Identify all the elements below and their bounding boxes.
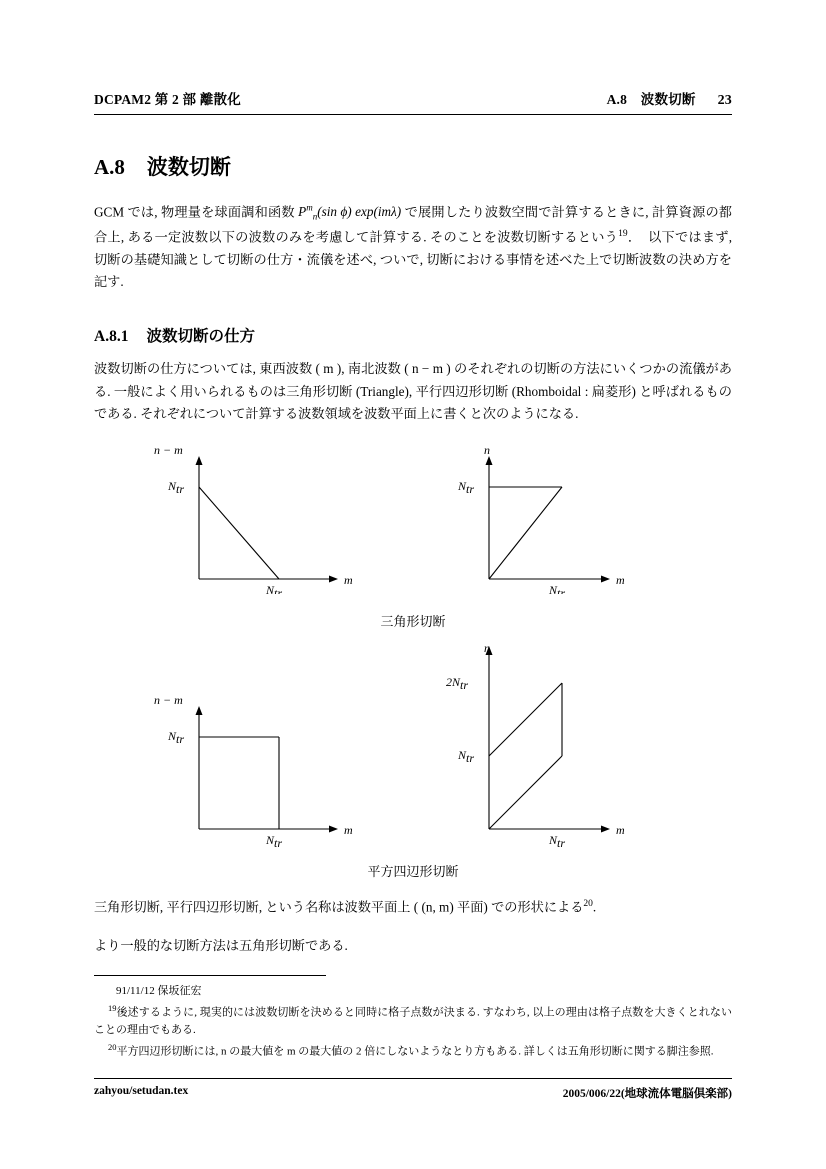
rhomboidal-left-diagram [154, 693, 353, 850]
footnote-19-number: 19 [108, 1003, 117, 1014]
footnote-20-number: 20 [108, 1041, 117, 1052]
footnote-19 [94, 1002, 732, 1039]
footnote-marker-19: 19 [618, 228, 628, 239]
footnote-19-text: 後述するように, 現実的には波数切断を決めると同時に格子点数が決まる. すなわち, 以上の理由は格子点数を大きくとれないことの理由でもある. [94, 1006, 732, 1036]
footer-left: zahyou/setudan.tex [94, 1085, 189, 1097]
page-footer [94, 1078, 732, 1101]
formula-P-base: P [298, 204, 307, 220]
running-head [94, 88, 732, 115]
footer-right: 2005/006/22(地球流体電脳倶楽部) [562, 1088, 732, 1100]
formula-P-sub: n [312, 212, 318, 223]
triangle-left-xtick: Ntr [266, 583, 283, 595]
figure-rhomboidal-row [94, 644, 732, 859]
figure-rhomboidal-caption: 平方四辺形切断 [367, 864, 459, 880]
rhomboidal-left-xtick: Ntr [266, 833, 283, 851]
running-head-left: DCPAM2 第 2 部 離散化 [94, 92, 241, 107]
rhomboidal-right-xlabel: m [616, 823, 625, 838]
section-number: A.8 [94, 155, 125, 179]
subsection-paragraph: 波数切断の仕方については, 東西波数 ( m ), 南北波数 ( n − m ) のそれぞれの切断の方法にいくつかの流儀がある. 一般によく用いられるものは三角形切断 (Triangle), 平行四辺形切断 (Rhomboidal : 扁菱形) と呼ばれるものである. それぞれについて計算する波数領域を波数平面上に書くと次のようになる. [94, 361, 732, 422]
intro-text-c: ． 以下ではまず, 切断の基礎知識として切断の仕方・流儀を述べ, ついで, 切断における事情を述べた上で切断波数の決め方を記す. [94, 228, 732, 290]
triangle-right-diagram [457, 444, 625, 594]
rhomboidal-right-diagram [446, 644, 625, 850]
figure-triangle-svg [94, 444, 732, 594]
running-head-right [607, 88, 732, 109]
triangle-left-xlabel: m [344, 573, 353, 588]
section-title: 波数切断 [146, 155, 231, 179]
footnote-rule [94, 975, 326, 976]
after-figures-paragraph-1 [94, 896, 732, 919]
subsection-number: A.8.1 [94, 328, 129, 345]
running-head-section: A.8 波数切断 [606, 92, 696, 107]
rhomboidal-right-xtick: Ntr [549, 833, 566, 851]
footnote-block [94, 975, 732, 1063]
footnote-marker-20: 20 [583, 899, 593, 910]
triangle-left-diagram [154, 444, 353, 594]
rhomboidal-right-ytick-mid: Ntr [458, 748, 475, 766]
page-content [94, 88, 732, 969]
figure-rhomboidal-svg [94, 644, 732, 854]
rhomboidal-right-ylabel: n [484, 644, 490, 656]
figure-rhomboidal [94, 644, 732, 880]
rhomboidal-left-xlabel: m [344, 823, 353, 838]
intro-text-b: で展開したり波数空間で計算するときに, 計算資源の都合上, ある一定波数以下の波数のみを考慮して計算する. そのことを波数切断するという [94, 204, 732, 244]
triangle-right-xlabel: m [616, 573, 625, 588]
after-figures-text-b: . [592, 899, 597, 915]
intro-paragraph [94, 201, 732, 294]
after-figures-paragraph-2: より一般的な切断方法は五角形切断である. [94, 938, 348, 954]
formula-P-rest: (sin ϕ) exp(imλ) [317, 204, 402, 220]
formula-P-sup: m [306, 203, 313, 213]
after-figures-text-a: 三角形切断, 平行四辺形切断, という名称は波数平面上 ( (n, m) 平面) での形状による [94, 899, 584, 915]
figure-triangle-caption: 三角形切断 [380, 614, 446, 630]
subsection-title: 波数切断の仕方 [146, 328, 255, 345]
triangle-right-xtick: Ntr [549, 583, 566, 595]
triangle-left-ylabel: n − m [154, 444, 183, 458]
rhomboidal-left-ytick: Ntr [168, 729, 185, 747]
formula-P [298, 203, 402, 223]
footnote-date: 91/11/12 保坂征宏 [116, 985, 202, 997]
subsection-heading [94, 324, 732, 346]
rhomboidal-left-ylabel: n − m [154, 693, 183, 708]
figure-triangle-row [94, 444, 732, 609]
page-number: 23 [717, 93, 732, 108]
triangle-right-ytick: Ntr [458, 479, 475, 497]
triangle-right-ylabel: n [484, 444, 490, 458]
rhomboidal-right-ytick-top: 2Ntr [446, 675, 469, 693]
footnote-20-text: 平方四辺形切断には, n の最大値を m の最大値の 2 倍にしないようなとり方もある. 詳しくは五角形切断に関する脚注参照. [116, 1045, 714, 1058]
figure-triangle [94, 444, 732, 630]
intro-text-a: GCM では, 物理量を球面調和函数 [94, 204, 299, 220]
section-heading [94, 151, 732, 181]
footnote-20 [94, 1041, 732, 1061]
triangle-left-ytick: Ntr [168, 479, 185, 497]
